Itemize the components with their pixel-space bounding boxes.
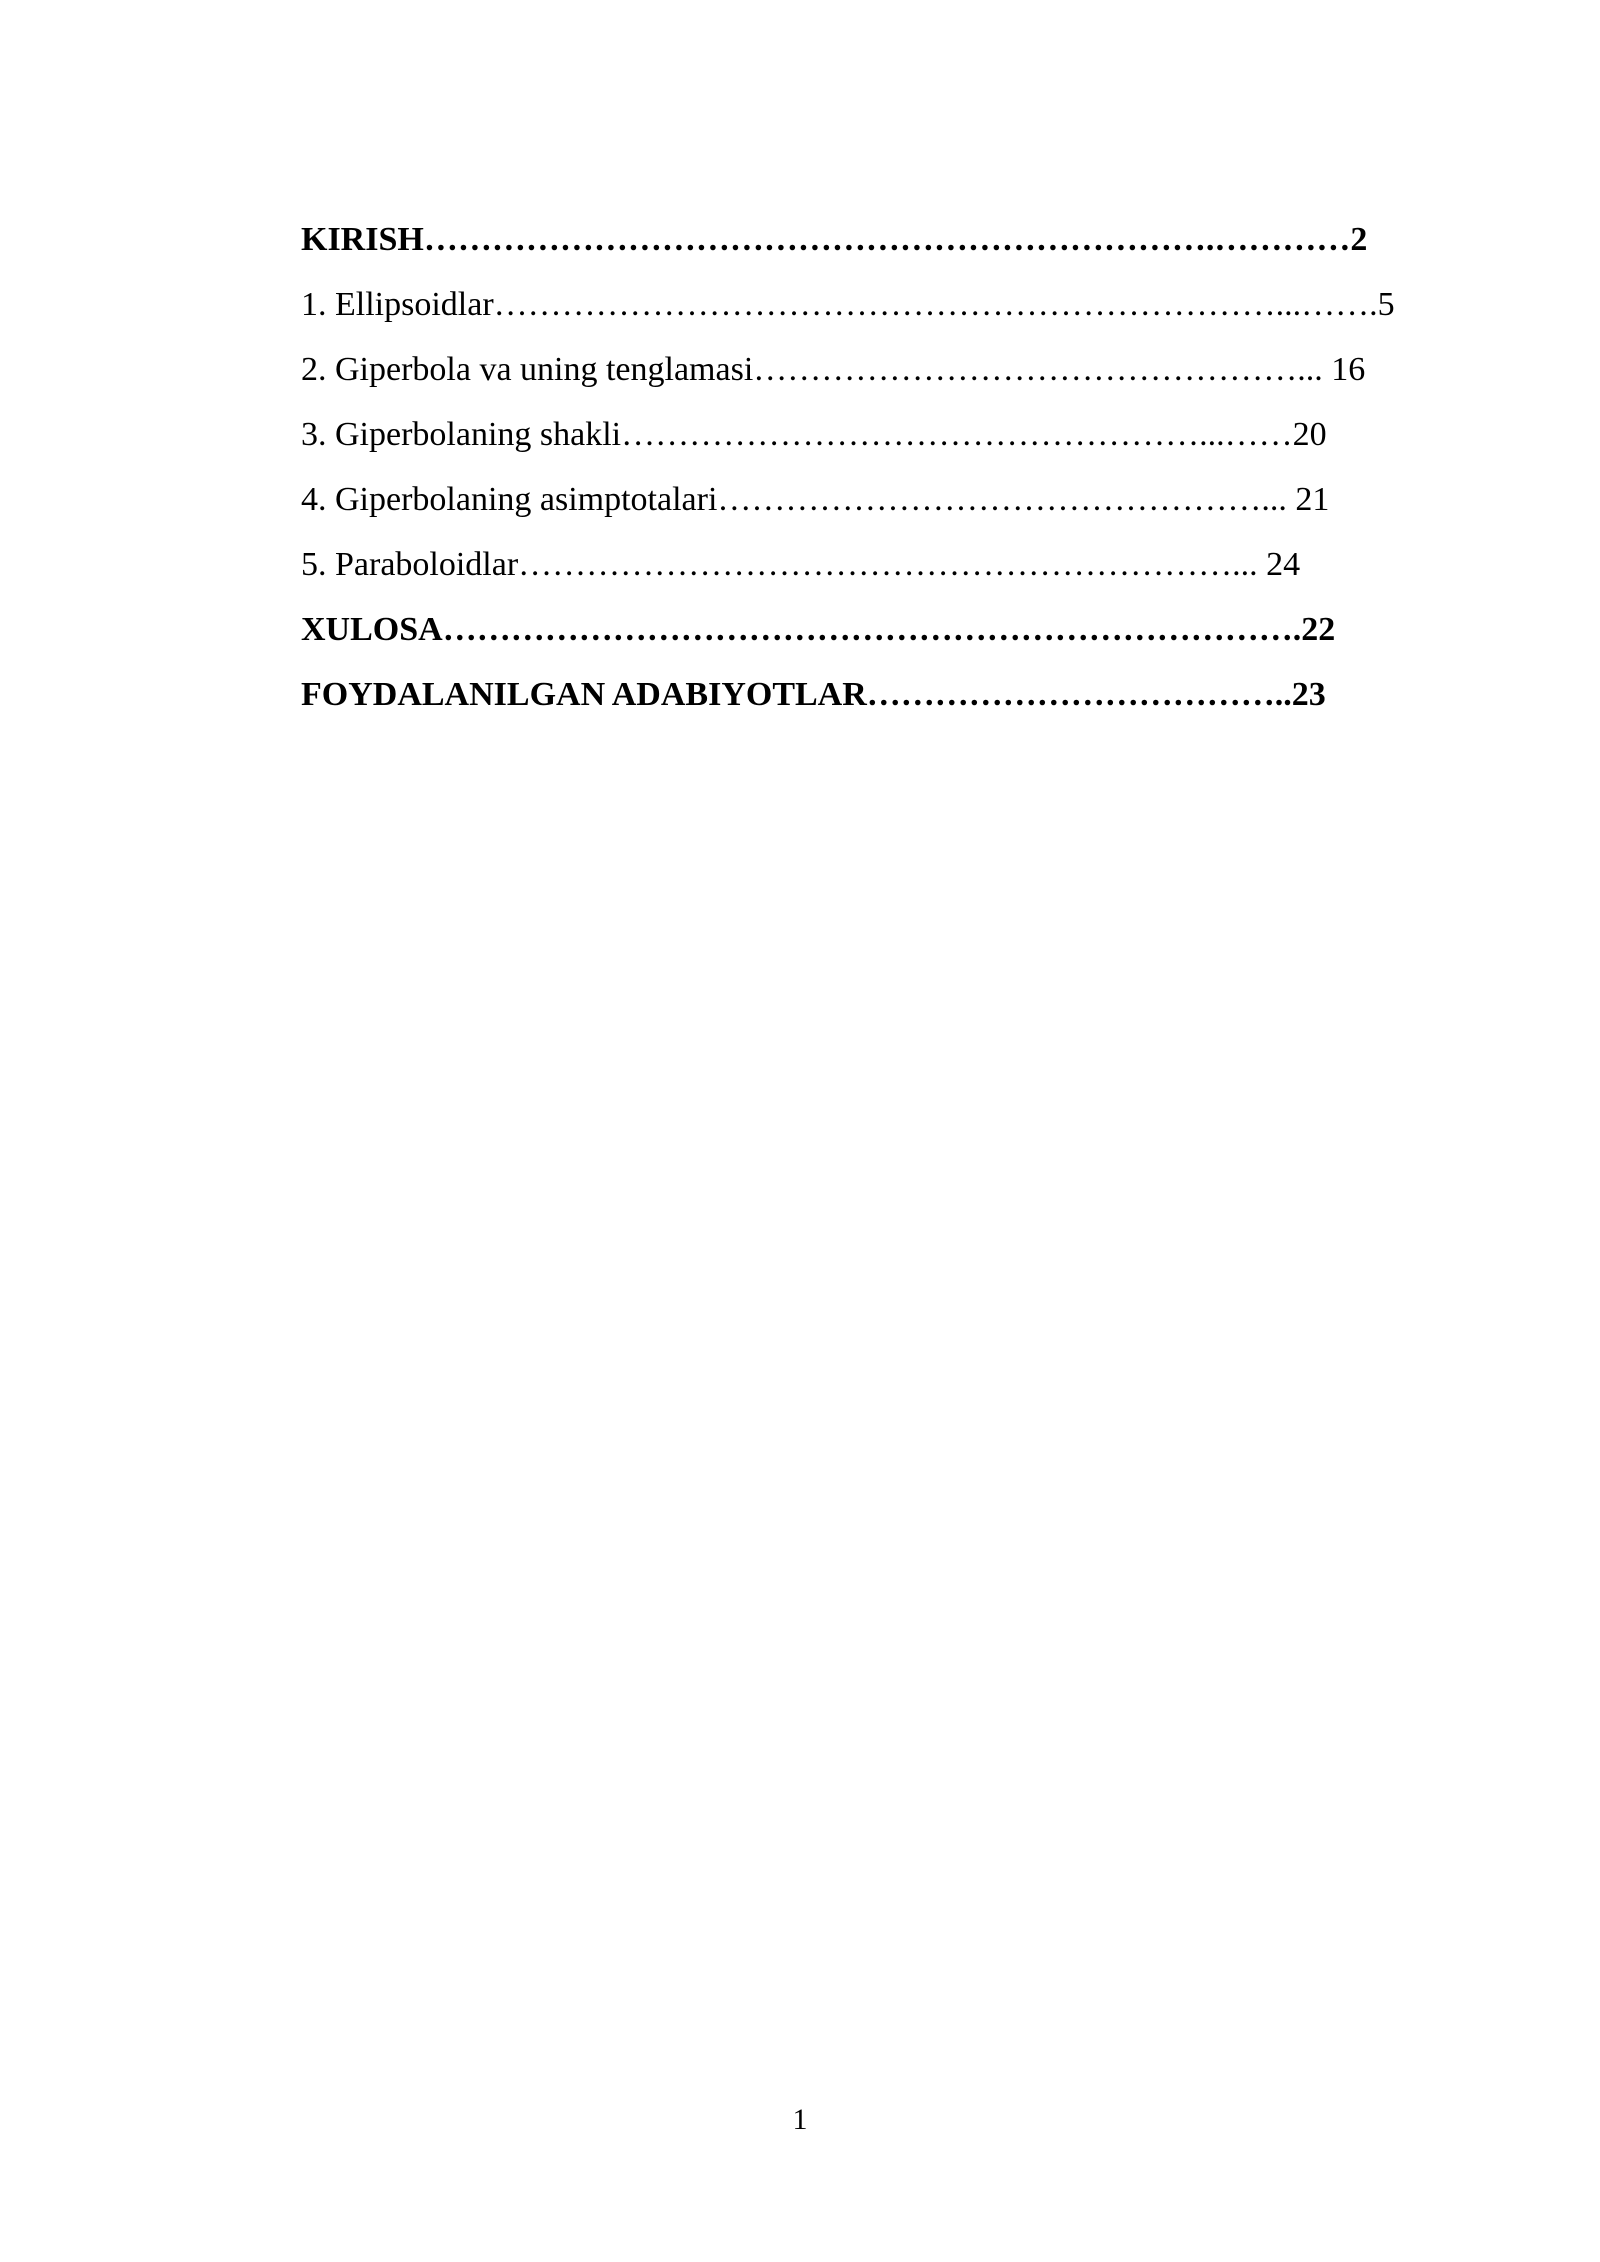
toc-entry-ellipsoidlar: 1. Ellipsoidlar……………………………………………………………...…….5: [301, 286, 1395, 323]
toc-entry-giperbola-shakli: 3. Giperbolaning shakli……………………………………………...……20: [301, 416, 1327, 453]
toc-entry-kirish: KIRISH…………………………………………………………….…………2: [301, 221, 1368, 258]
page-number: 1: [792, 2103, 808, 2136]
table-of-contents: [301, 214, 1501, 734]
toc-entry-adabiyotlar: FOYDALANILGAN ADABIYOTLAR………………………………..23: [301, 676, 1326, 713]
toc-entry-giperbola-asimptotalari: 4. Giperbolaning asimptotalari…………………………………………... 21: [301, 481, 1330, 518]
toc-entry-paraboloidlar: 5. Paraboloidlar………………………………………………………... 24: [301, 546, 1301, 583]
toc-entry-giperbola-tenglamasi: 2. Giperbola va uning tenglamasi…………………………………………... 16: [301, 351, 1366, 388]
toc-entry-xulosa: XULOSA………………………………………………………………….22: [301, 611, 1336, 648]
